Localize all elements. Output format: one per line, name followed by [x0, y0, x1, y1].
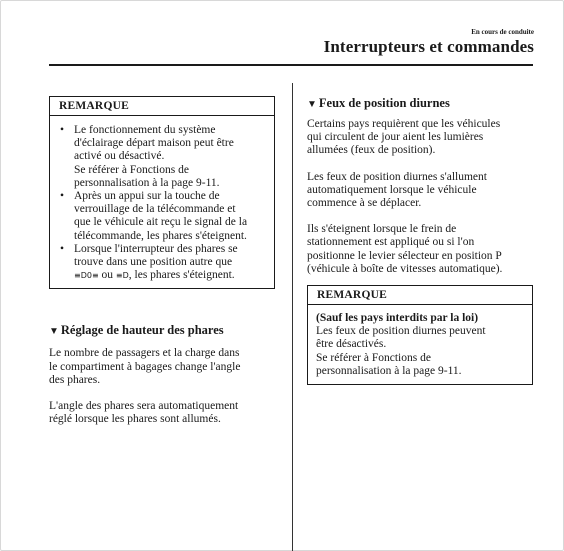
- para-line: Certains pays requièrent que les véhicules: [307, 118, 501, 130]
- para-line: des phares.: [49, 373, 101, 386]
- para-line: commence à se déplacer.: [307, 197, 422, 210]
- para-line: L'angle des phares sera automatiquement: [49, 400, 239, 413]
- section-heading-text: Feux de position diurnes: [318, 96, 450, 110]
- triangle-icon: ▼: [307, 99, 317, 110]
- note-text: , les phares s'éteignent.: [128, 269, 235, 282]
- note-line: télécommande, les phares s'éteignent.: [74, 229, 247, 242]
- left-note-list: [60, 124, 268, 282]
- para-line: réglé lorsque les phares sont allumés.: [49, 413, 221, 426]
- headlight-leveling-section: [49, 323, 275, 426]
- page-title: Interrupteurs et commandes: [323, 37, 534, 56]
- right-note-heading: REMARQUE: [308, 286, 532, 305]
- note-line: Le fonctionnement du système: [74, 124, 216, 136]
- para-line: allumées (feux de position).: [307, 144, 436, 157]
- column-divider: [292, 83, 293, 551]
- note-text: ou: [98, 269, 116, 282]
- section-heading: [49, 323, 275, 338]
- note-item-1: [60, 124, 268, 190]
- section-heading: [307, 96, 533, 111]
- title-rule: [49, 64, 533, 66]
- paragraph: [49, 400, 275, 426]
- note-line: Les feux de position diurnes peuvent: [316, 325, 486, 338]
- para-line: automatiquement lorsque le véhicule: [307, 183, 477, 196]
- note-line: que le véhicule ait reçu le signal de la: [74, 216, 248, 229]
- paragraph: [307, 118, 533, 158]
- para-line: stationnement est appliqué ou si l'on: [307, 236, 475, 249]
- note-line: Se référer à Fonctions de: [74, 163, 189, 176]
- note-condition: (Sauf les pays interdits par la loi): [316, 312, 479, 325]
- left-note-body: [50, 116, 274, 288]
- headlight-auto-icon: ≡D0≡: [74, 271, 99, 281]
- left-note-box: [49, 96, 275, 289]
- section-label: En cours de conduite: [471, 28, 534, 36]
- paragraph: [49, 347, 275, 387]
- right-column: [307, 96, 533, 385]
- para-line: positionne le levier sélecteur en position P: [307, 249, 502, 262]
- note-line: être désactivés.: [316, 338, 387, 351]
- triangle-icon: ▼: [49, 326, 59, 338]
- para-line: qui circulent de jour aient les lumières: [307, 131, 484, 144]
- para-line: le compartiment à bagages change l'angle: [49, 360, 241, 373]
- right-note-body: [308, 305, 532, 384]
- note-line: d'éclairage départ maison peut être: [74, 137, 234, 150]
- bullet: •: [60, 242, 65, 255]
- note-line: Après un appui sur la touche de: [74, 190, 220, 203]
- bullet: •: [60, 124, 65, 136]
- note-item-2: [60, 190, 268, 243]
- para-line: Les feux de position diurnes s'allument: [307, 170, 487, 183]
- note-item-3: [60, 243, 268, 283]
- paragraph: [307, 171, 533, 211]
- bullet: •: [60, 190, 65, 203]
- note-line: activé ou désactivé.: [74, 150, 165, 163]
- note-line: trouve dans une position autre que: [74, 256, 233, 269]
- note-line: Se référer à Fonctions de: [316, 351, 431, 364]
- note-line: verrouillage de la télécommande et: [74, 203, 236, 216]
- note-line: personnalisation à la page 9-11.: [74, 176, 220, 189]
- para-line: Le nombre de passagers et la charge dans: [49, 347, 240, 360]
- left-column: [49, 96, 275, 426]
- section-heading-text: Réglage de hauteur des phares: [60, 323, 224, 338]
- right-note-box: [307, 285, 533, 385]
- low-beam-icon: ≡D: [115, 271, 129, 281]
- note-line: Lorsque l'interrupteur des phares se: [74, 242, 238, 255]
- para-line: Ils s'éteignent lorsque le frein de: [307, 223, 457, 236]
- left-note-heading: REMARQUE: [50, 97, 274, 116]
- paragraph: [307, 223, 533, 276]
- para-line: (véhicule à boîte de vitesses automatique).: [307, 262, 503, 275]
- note-line: personnalisation à la page 9-11.: [316, 364, 462, 377]
